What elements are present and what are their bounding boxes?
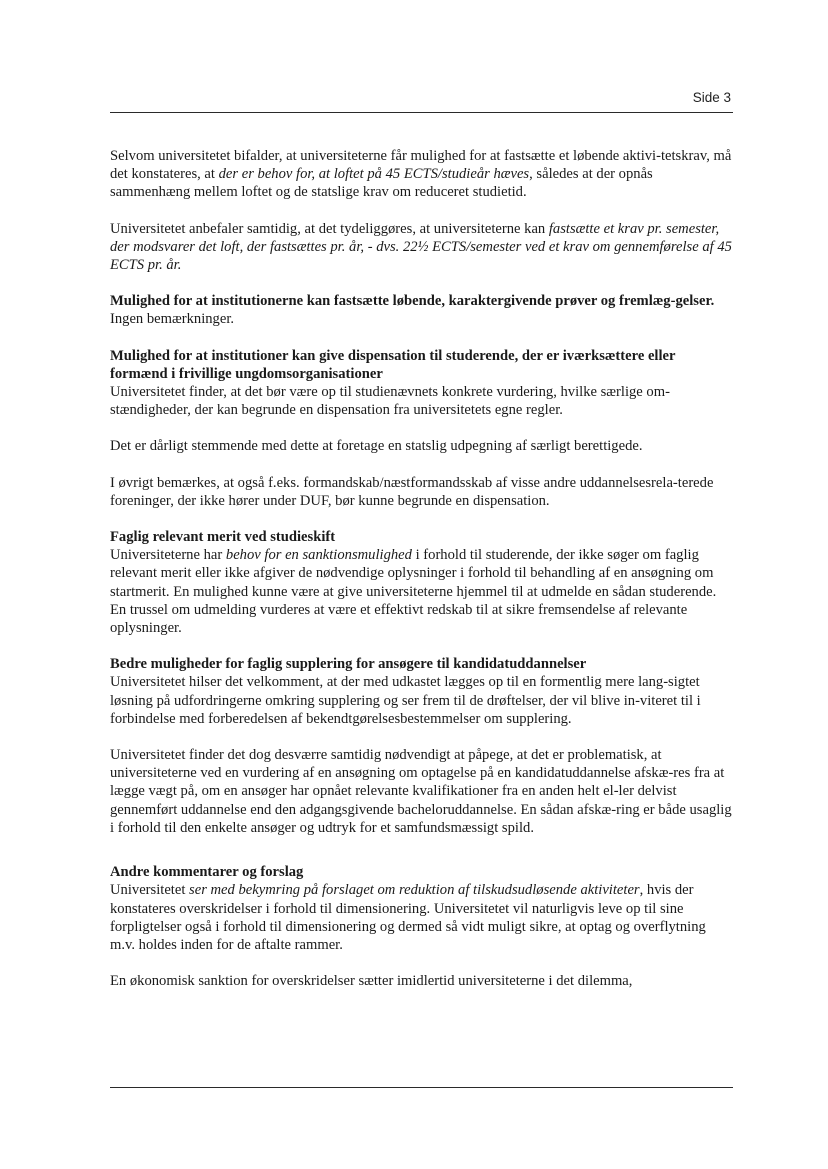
section-heading-dispensation: Mulighed for at institutioner kan give dispensation til studerende, der er iværksættere eller formænd i frivillige ungdomsorganisationer: [110, 347, 676, 382]
emphasis-text: der er behov for, at loftet på 45 ECTS/studieår hæves: [218, 166, 530, 183]
section-body-dispensation: Universitetet finder, at det bør være op til studienævnets konkrete vurdering, hvilke særlige om-stændigheder, der kan begrunde en dispensation fra universitetets egne regler.: [110, 384, 670, 419]
emphasis-text: ser med bekymring på forslaget om reduktion af tilskudsudløsende aktiviteter: [189, 882, 640, 899]
section-body-merit: Universiteterne har behov for en sanktionsmulighed i forhold til studerende, der ikke søger om faglig relevant merit eller ikke afgiver de nødvendige oplysninger i forhold til behandling af en ansøgning om startmerit. En mulighed kunne være at give universiteterne hjemmel til at udmelde en sådan studerende. En trussel om udmelding vurderes at være et effektivt redskab til at sikre fremsendelse af relevante oplysninger.: [110, 547, 717, 637]
section-heading-exams: Mulighed for at institutionerne kan fastsætte løbende, karaktergivende prøver og fremlæg-gelser.: [110, 293, 715, 310]
paragraph-ects-limit: Selvom universitetet bifalder, at universiteterne får mulighed for at fastsætte et løbende aktivi-tetskrav, må det konstateres, at der er behov for, at loftet på 45 ECTS/studieår hæves, således at der opnås sammenhæng mellem loftet og de statslige krav om reduceret studietid.: [110, 148, 732, 201]
paragraph-bachelor-restriction: Universitetet finder det dog desværre samtidig nødvendigt at påpege, at det er problematisk, at universiteterne ved en vurdering af en ansøgning om optagelse på en kandidatuddannelse afskæ-res fra at lægge vægt på, om en ansøger har opnået relevante kvalifikationer fra en anden helt el-ler delvist gennemført uddannelse end den adgangsgivende bacheloruddannelse. En sådan afskæ-ring er både usaglig i forhold til den enkelte ansøger og udtryk for et samfundsmæssigt spild.: [110, 747, 732, 836]
section-body-supplement: Universitetet hilser det velkomment, at der med udkastet lægges op til en formentlig mere lang-sigtet løsning på udfordringerne omkring supplering og ser frem til de drøftelser, der vil blive in-viteret til i forbindelse med forberedelsen af bekendtgørelsesbestemmelser om supplering.: [110, 674, 701, 727]
page-footer-rule: [110, 1087, 733, 1088]
paragraph-state-designation: Det er dårligt stemmende med dette at foretage en statslig udpegning af særligt berettigede.: [110, 438, 643, 455]
emphasis-text: behov for en sanktionsmulighed: [225, 547, 412, 564]
document-body: [110, 147, 732, 990]
paragraph-duf: I øvrigt bemærkes, at også f.eks. formandskab/næstformandsskab af visse andre uddannelsesrela-terede foreninger, der ikke hører under DUF, bør kunne begrunde en dispensation.: [110, 474, 714, 509]
section-body-exams: Ingen bemærkninger.: [110, 311, 235, 328]
section-heading-other: Andre kommentarer og forslag: [110, 864, 304, 881]
section-heading-merit: Faglig relevant merit ved studieskift: [110, 529, 336, 546]
emphasis-text: fastsætte et krav pr. semester, der modsvarer det loft, der fastsættes pr. år, - dvs. 22½ ECTS/semester ved et krav om gennemførelse af 45 ECTS pr. år.: [110, 220, 732, 274]
paragraph-economic-sanction: En økonomisk sanktion for overskridelser sætter imidlertid universiteterne i det dilemma,: [110, 973, 633, 990]
page-header: [110, 86, 733, 113]
paragraph-semester-requirement: Universitetet anbefaler samtidig, at det tydeliggøres, at universiteterne kan fastsætte et krav pr. semester, der modsvarer det loft, der fastsættes pr. år, - dvs. 22½ ECTS/semester ved et krav om gennemførelse af 45 ECTS pr. år.: [110, 220, 732, 274]
page-number: Side 3: [692, 90, 731, 105]
section-heading-supplement: Bedre muligheder for faglig supplering for ansøgere til kandidatuddannelser: [110, 656, 587, 673]
section-body-other: Universitetet ser med bekymring på forslaget om reduktion af tilskudsudløsende aktiviteter, hvis der konstateres overskridelser i forhold til dimensionering. Universitetet vil naturligvis leve op til sine forpligtelser også i forhold til dimensionering og dermed så vidt muligt sikre, at optag og overflytning m.v. holdes inden for de aftalte rammer.: [110, 882, 706, 953]
